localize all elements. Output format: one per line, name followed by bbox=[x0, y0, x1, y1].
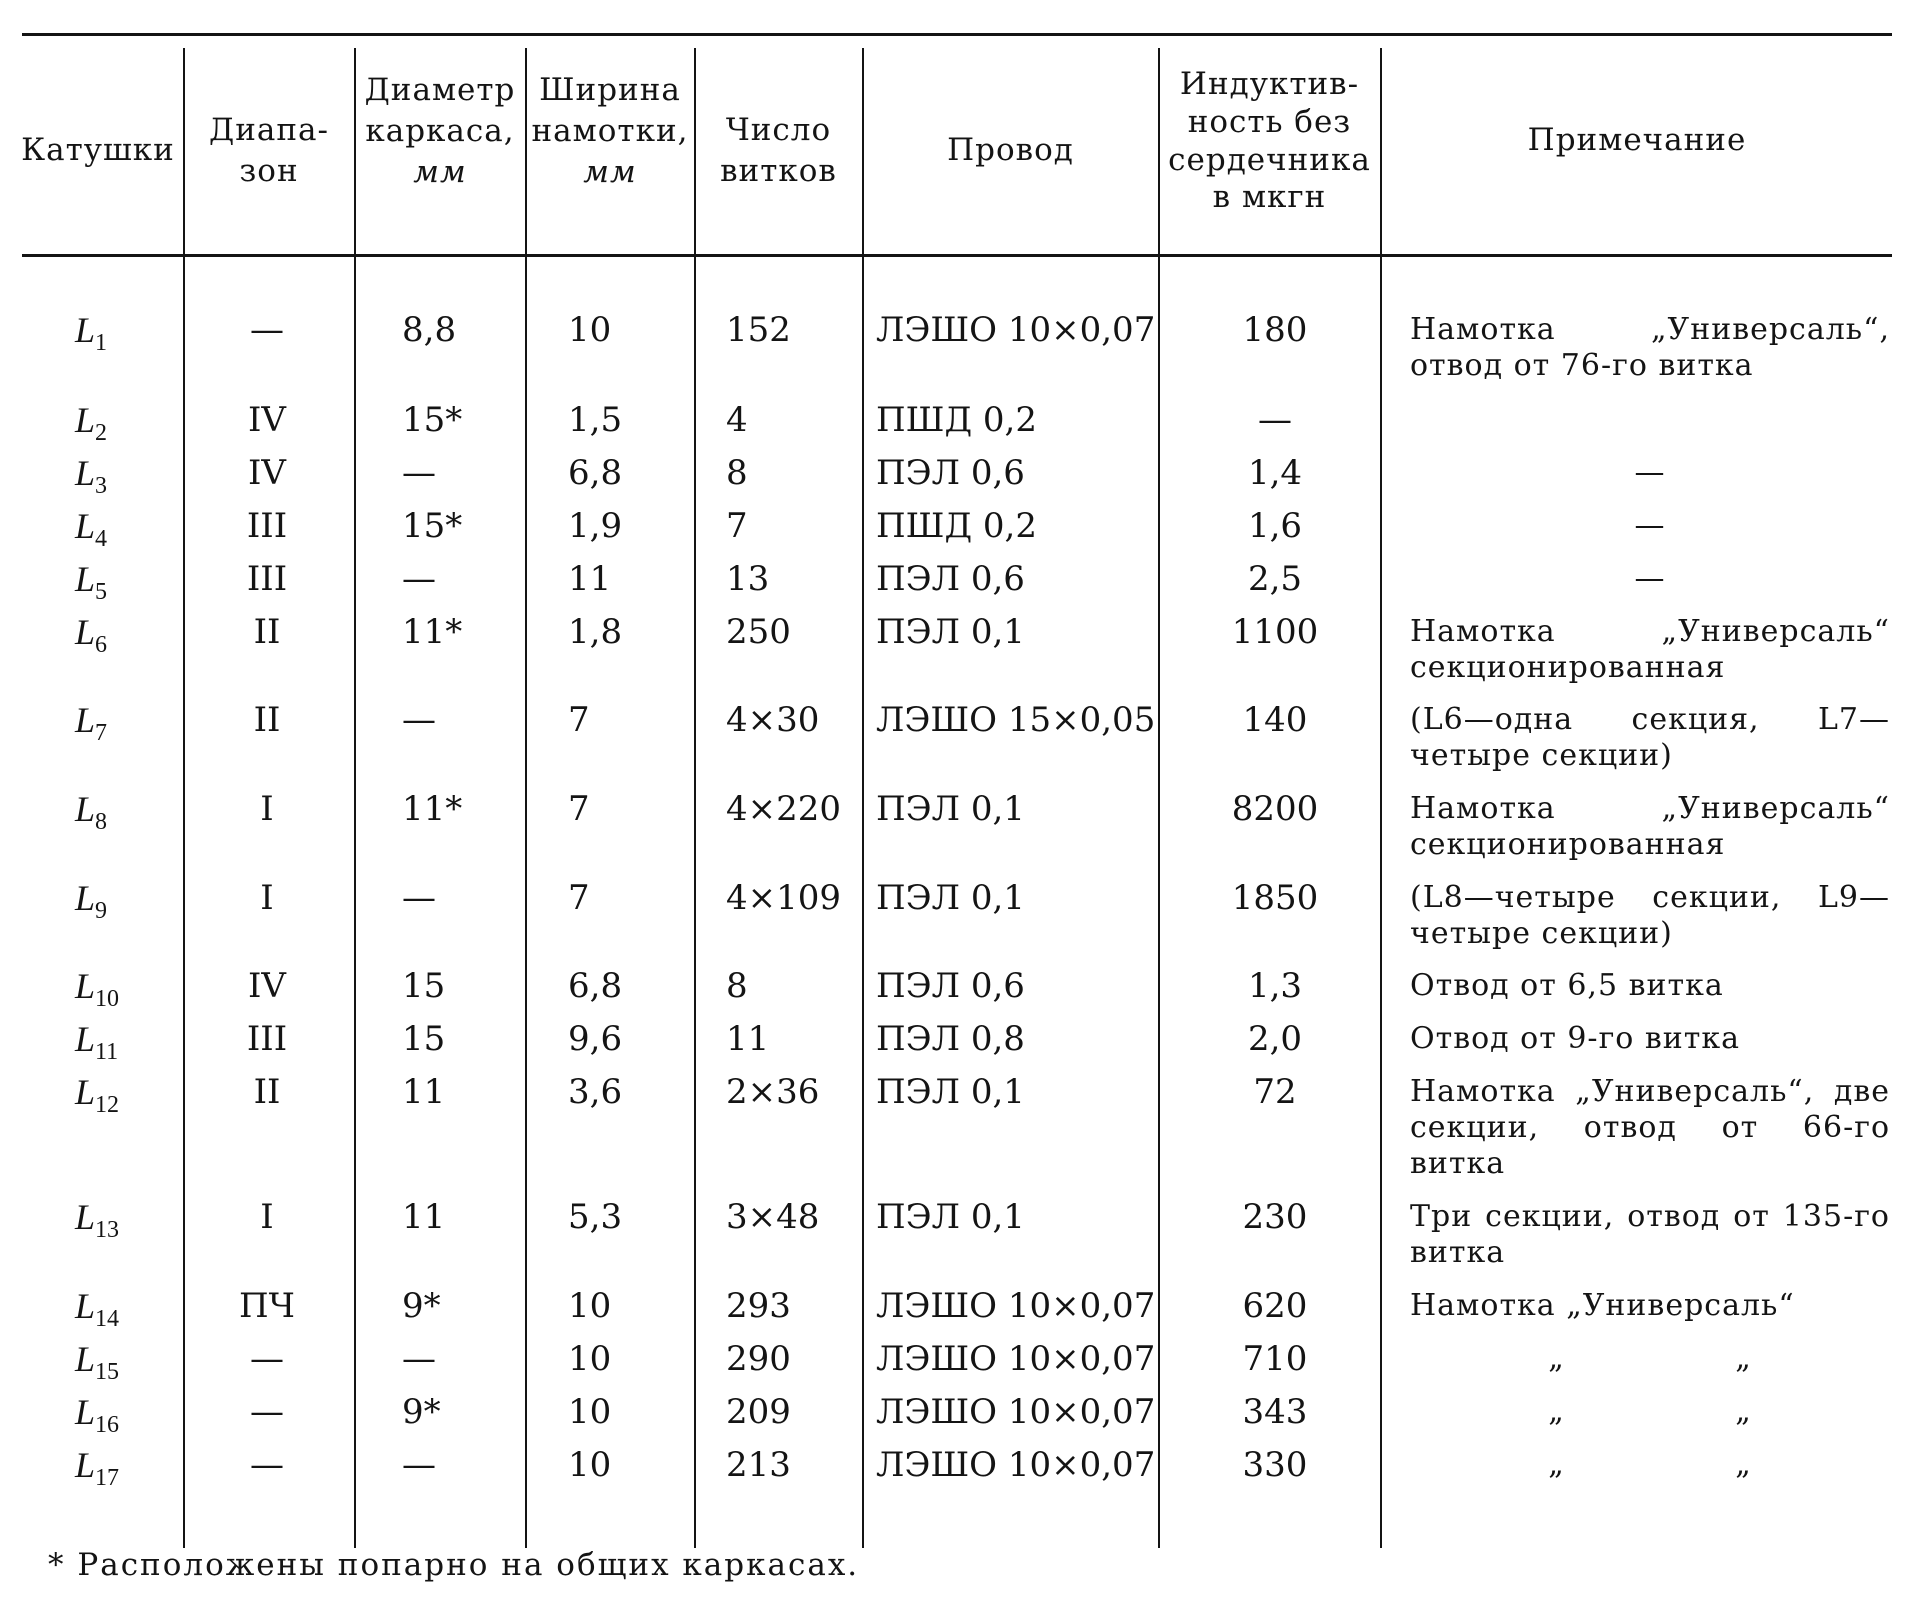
coil-label bbox=[75, 400, 107, 453]
coil-letter: L bbox=[75, 400, 96, 440]
range-cell: II bbox=[253, 612, 281, 652]
wire-cell: ПЭЛ 0,6 bbox=[876, 966, 1025, 1006]
coil-label bbox=[75, 1197, 119, 1250]
coil-label bbox=[75, 1445, 119, 1498]
note-cell: — bbox=[1634, 455, 1666, 490]
inductance-cell: 180 bbox=[1242, 310, 1308, 350]
coil-letter: L bbox=[75, 310, 96, 350]
turns-cell: 8 bbox=[726, 966, 748, 1006]
diameter-cell: — bbox=[402, 559, 436, 599]
coil-letter: L bbox=[75, 559, 96, 599]
note-cell: Три секции, отвод от 135-го витка bbox=[1410, 1199, 1890, 1270]
range-cell: II bbox=[253, 1072, 281, 1112]
header-turns: Число витков bbox=[720, 111, 837, 189]
inductance-cell: 1,6 bbox=[1247, 506, 1303, 546]
coil-index: 9 bbox=[95, 898, 108, 925]
wire-cell: ЛЭШО 15×0,05 bbox=[876, 700, 1156, 740]
inductance-cell: 330 bbox=[1242, 1445, 1308, 1485]
inductance-cell: 72 bbox=[1253, 1072, 1297, 1112]
winding-width-cell: 10 bbox=[568, 1286, 612, 1326]
wire-cell: ПЭЛ 0,1 bbox=[876, 878, 1025, 918]
column-divider bbox=[1158, 48, 1160, 1548]
note-cell: Намотка „Универсаль“ секционированная bbox=[1410, 791, 1890, 862]
turns-cell: 250 bbox=[726, 612, 791, 652]
column-divider bbox=[525, 48, 527, 1548]
coil-label bbox=[75, 310, 107, 363]
coil-letter: L bbox=[75, 1392, 96, 1432]
inductance-cell: 2,5 bbox=[1247, 559, 1303, 599]
winding-width-cell: 6,8 bbox=[568, 966, 623, 1006]
inductance-cell: 230 bbox=[1242, 1197, 1308, 1237]
turns-cell: 4 bbox=[726, 400, 748, 440]
diameter-cell: 15* bbox=[402, 506, 463, 546]
winding-width-cell: 5,3 bbox=[568, 1197, 623, 1237]
winding-width-cell: 10 bbox=[568, 1392, 612, 1432]
turns-cell: 213 bbox=[726, 1445, 791, 1485]
note-cell: Отвод от 9-го витка bbox=[1410, 1021, 1741, 1056]
range-cell: — bbox=[250, 310, 284, 350]
note-cell: „ „ bbox=[1548, 1341, 1752, 1376]
header-bottom-rule bbox=[22, 254, 1892, 257]
table-top-rule bbox=[22, 33, 1892, 36]
inductance-cell: 8200 bbox=[1231, 789, 1319, 829]
coil-letter: L bbox=[75, 1286, 96, 1326]
diameter-cell: 15 bbox=[402, 966, 446, 1006]
inductance-cell: 710 bbox=[1242, 1339, 1308, 1379]
turns-cell: 4×220 bbox=[726, 789, 842, 829]
range-cell: — bbox=[250, 1339, 284, 1379]
diameter-cell: 9* bbox=[402, 1286, 441, 1326]
range-cell: — bbox=[250, 1445, 284, 1485]
wire-cell: ПЭЛ 0,1 bbox=[876, 612, 1025, 652]
coil-index: 3 bbox=[95, 473, 108, 500]
coil-letter: L bbox=[75, 506, 96, 546]
diameter-cell: 11* bbox=[402, 789, 463, 829]
turns-cell: 13 bbox=[726, 559, 770, 599]
coil-label bbox=[75, 1286, 119, 1339]
header-note: Примечание bbox=[1527, 122, 1747, 158]
coil-letter: L bbox=[75, 1339, 96, 1379]
turns-cell: 152 bbox=[726, 310, 791, 350]
coil-index: 14 bbox=[95, 1306, 120, 1333]
range-cell: I bbox=[260, 789, 274, 829]
range-cell: IV bbox=[248, 966, 286, 1006]
turns-cell: 8 bbox=[726, 453, 748, 493]
note-cell: „ „ bbox=[1548, 1447, 1752, 1482]
note-cell: (L6—одна секция, L7—четыре секции) bbox=[1410, 702, 1890, 773]
diameter-cell: — bbox=[402, 453, 436, 493]
turns-cell: 209 bbox=[726, 1392, 791, 1432]
winding-width-cell: 3,6 bbox=[568, 1072, 623, 1112]
coil-index: 2 bbox=[95, 420, 108, 447]
inductance-cell: 2,0 bbox=[1247, 1019, 1303, 1059]
inductance-cell: 1850 bbox=[1231, 878, 1319, 918]
coil-letter: L bbox=[75, 453, 96, 493]
inductance-cell: 620 bbox=[1242, 1286, 1308, 1326]
wire-cell: ПЭЛ 0,1 bbox=[876, 1072, 1025, 1112]
coil-index: 4 bbox=[95, 526, 108, 553]
note-cell: „ „ bbox=[1548, 1394, 1752, 1429]
coil-letter: L bbox=[75, 966, 96, 1006]
winding-width-cell: 1,8 bbox=[568, 612, 623, 652]
range-cell: IV bbox=[248, 400, 286, 440]
range-cell: III bbox=[246, 1019, 288, 1059]
coil-letter: L bbox=[75, 1072, 96, 1112]
range-cell: IV bbox=[248, 453, 286, 493]
diameter-cell: 15 bbox=[402, 1019, 446, 1059]
header-coils: Катушки bbox=[21, 132, 175, 169]
coil-letter: L bbox=[75, 1197, 96, 1237]
coil-letter: L bbox=[75, 878, 96, 918]
coil-index: 1 bbox=[95, 330, 108, 357]
range-cell: III bbox=[246, 559, 288, 599]
turns-cell: 7 bbox=[726, 506, 748, 546]
winding-width-cell: 10 bbox=[568, 1445, 612, 1485]
turns-cell: 4×30 bbox=[726, 700, 820, 740]
coil-label bbox=[75, 1392, 119, 1445]
wire-cell: ПЭЛ 0,6 bbox=[876, 453, 1025, 493]
winding-width-cell: 9,6 bbox=[568, 1019, 623, 1059]
header-wire: Провод bbox=[947, 132, 1074, 169]
coil-letter: L bbox=[75, 1445, 96, 1485]
note-cell: Намотка „Универсаль“, отвод от 76-го витка bbox=[1410, 312, 1890, 383]
inductance-cell: 1100 bbox=[1231, 612, 1319, 652]
range-cell: III bbox=[246, 506, 288, 546]
coil-label bbox=[75, 559, 107, 612]
wire-cell: ЛЭШО 10×0,07 bbox=[876, 1339, 1156, 1379]
column-divider bbox=[1380, 48, 1382, 1548]
winding-width-cell: 11 bbox=[568, 559, 612, 599]
coil-label bbox=[75, 1339, 119, 1392]
coil-label bbox=[75, 506, 107, 559]
coil-index: 6 bbox=[95, 632, 108, 659]
coil-label bbox=[75, 789, 107, 842]
wire-cell: ПЭЛ 0,1 bbox=[876, 789, 1025, 829]
coil-index: 17 bbox=[95, 1465, 120, 1492]
wire-cell: ЛЭШО 10×0,07 bbox=[876, 310, 1156, 350]
coil-label bbox=[75, 1072, 119, 1125]
coil-index: 11 bbox=[95, 1039, 119, 1066]
note-cell: — bbox=[1634, 508, 1666, 543]
range-cell: ПЧ bbox=[239, 1286, 295, 1326]
column-divider bbox=[354, 48, 356, 1548]
range-cell: — bbox=[250, 1392, 284, 1432]
diameter-cell: — bbox=[402, 700, 436, 740]
diameter-cell: — bbox=[402, 878, 436, 918]
coil-label bbox=[75, 612, 107, 665]
coil-label bbox=[75, 453, 107, 506]
winding-width-cell: 7 bbox=[568, 700, 590, 740]
coil-letter: L bbox=[75, 700, 96, 740]
coil-index: 8 bbox=[95, 809, 108, 836]
inductance-cell: 343 bbox=[1242, 1392, 1308, 1432]
wire-cell: ЛЭШО 10×0,07 bbox=[876, 1445, 1156, 1485]
diameter-cell: 15* bbox=[402, 400, 463, 440]
coil-letter: L bbox=[75, 612, 96, 652]
column-divider bbox=[694, 48, 696, 1548]
coil-label bbox=[75, 878, 107, 931]
column-divider bbox=[862, 48, 864, 1548]
diameter-cell: 11* bbox=[402, 612, 463, 652]
note-cell: — bbox=[1634, 561, 1666, 596]
range-cell: I bbox=[260, 878, 274, 918]
diameter-cell: — bbox=[402, 1445, 436, 1485]
coil-index: 5 bbox=[95, 579, 108, 606]
coil-index: 10 bbox=[95, 986, 120, 1013]
wire-cell: ПЭЛ 0,6 bbox=[876, 559, 1025, 599]
coil-letter: L bbox=[75, 1019, 96, 1059]
turns-cell: 4×109 bbox=[726, 878, 842, 918]
winding-width-cell: 1,5 bbox=[568, 400, 623, 440]
turns-cell: 3×48 bbox=[726, 1197, 820, 1237]
coil-index: 16 bbox=[95, 1412, 120, 1439]
coil-index: 13 bbox=[95, 1217, 120, 1244]
wire-cell: ЛЭШО 10×0,07 bbox=[876, 1392, 1156, 1432]
range-cell: I bbox=[260, 1197, 274, 1237]
winding-width-cell: 7 bbox=[568, 878, 590, 918]
note-cell: Отвод от 6,5 витка bbox=[1410, 968, 1724, 1003]
winding-width-cell: 6,8 bbox=[568, 453, 623, 493]
wire-cell: ПЭЛ 0,8 bbox=[876, 1019, 1025, 1059]
coil-label bbox=[75, 966, 119, 1019]
header-width: Ширина намотки, мм bbox=[531, 72, 689, 191]
header-diameter: Диаметр каркаса, мм bbox=[364, 72, 516, 191]
turns-cell: 11 bbox=[726, 1019, 770, 1059]
winding-width-cell: 7 bbox=[568, 789, 590, 829]
note-cell: Намотка „Универсаль“ bbox=[1410, 1288, 1795, 1323]
coil-label bbox=[75, 700, 107, 753]
turns-cell: 290 bbox=[726, 1339, 791, 1379]
wire-cell: ПШД 0,2 bbox=[876, 506, 1037, 546]
inductance-cell: 1,3 bbox=[1247, 966, 1303, 1006]
wire-cell: ПШД 0,2 bbox=[876, 400, 1037, 440]
diameter-cell: 11 bbox=[402, 1072, 446, 1112]
note-cell: Намотка „Универсаль“, две секции, отвод от 66-го витка bbox=[1410, 1074, 1890, 1181]
coil-letter: L bbox=[75, 789, 96, 829]
winding-width-cell: 10 bbox=[568, 1339, 612, 1379]
inductance-cell: 140 bbox=[1242, 700, 1308, 740]
wire-cell: ЛЭШО 10×0,07 bbox=[876, 1286, 1156, 1326]
inductance-cell: — bbox=[1258, 400, 1292, 440]
coil-index: 15 bbox=[95, 1359, 120, 1386]
coil-index: 7 bbox=[95, 720, 108, 747]
diameter-cell: — bbox=[402, 1339, 436, 1379]
coil-label bbox=[75, 1019, 118, 1072]
inductance-cell: 1,4 bbox=[1247, 453, 1303, 493]
turns-cell: 293 bbox=[726, 1286, 791, 1326]
coil-index: 12 bbox=[95, 1092, 120, 1119]
note-cell: Намотка „Универсаль“ секционированная bbox=[1410, 614, 1890, 685]
header-inductance: Индуктив- ность без сердечника в мкгн bbox=[1168, 66, 1371, 216]
turns-cell: 2×36 bbox=[726, 1072, 820, 1112]
winding-width-cell: 1,9 bbox=[568, 506, 623, 546]
wire-cell: ПЭЛ 0,1 bbox=[876, 1197, 1025, 1237]
footnote: * Расположены попарно на общих каркасах. bbox=[48, 1547, 860, 1583]
winding-width-cell: 10 bbox=[568, 310, 612, 350]
range-cell: II bbox=[253, 700, 281, 740]
note-cell: (L8—четыре секции, L9—четыре секции) bbox=[1410, 880, 1890, 951]
diameter-cell: 9* bbox=[402, 1392, 441, 1432]
diameter-cell: 8,8 bbox=[402, 310, 457, 350]
header-range: Диапа- зон bbox=[209, 111, 329, 189]
diameter-cell: 11 bbox=[402, 1197, 446, 1237]
